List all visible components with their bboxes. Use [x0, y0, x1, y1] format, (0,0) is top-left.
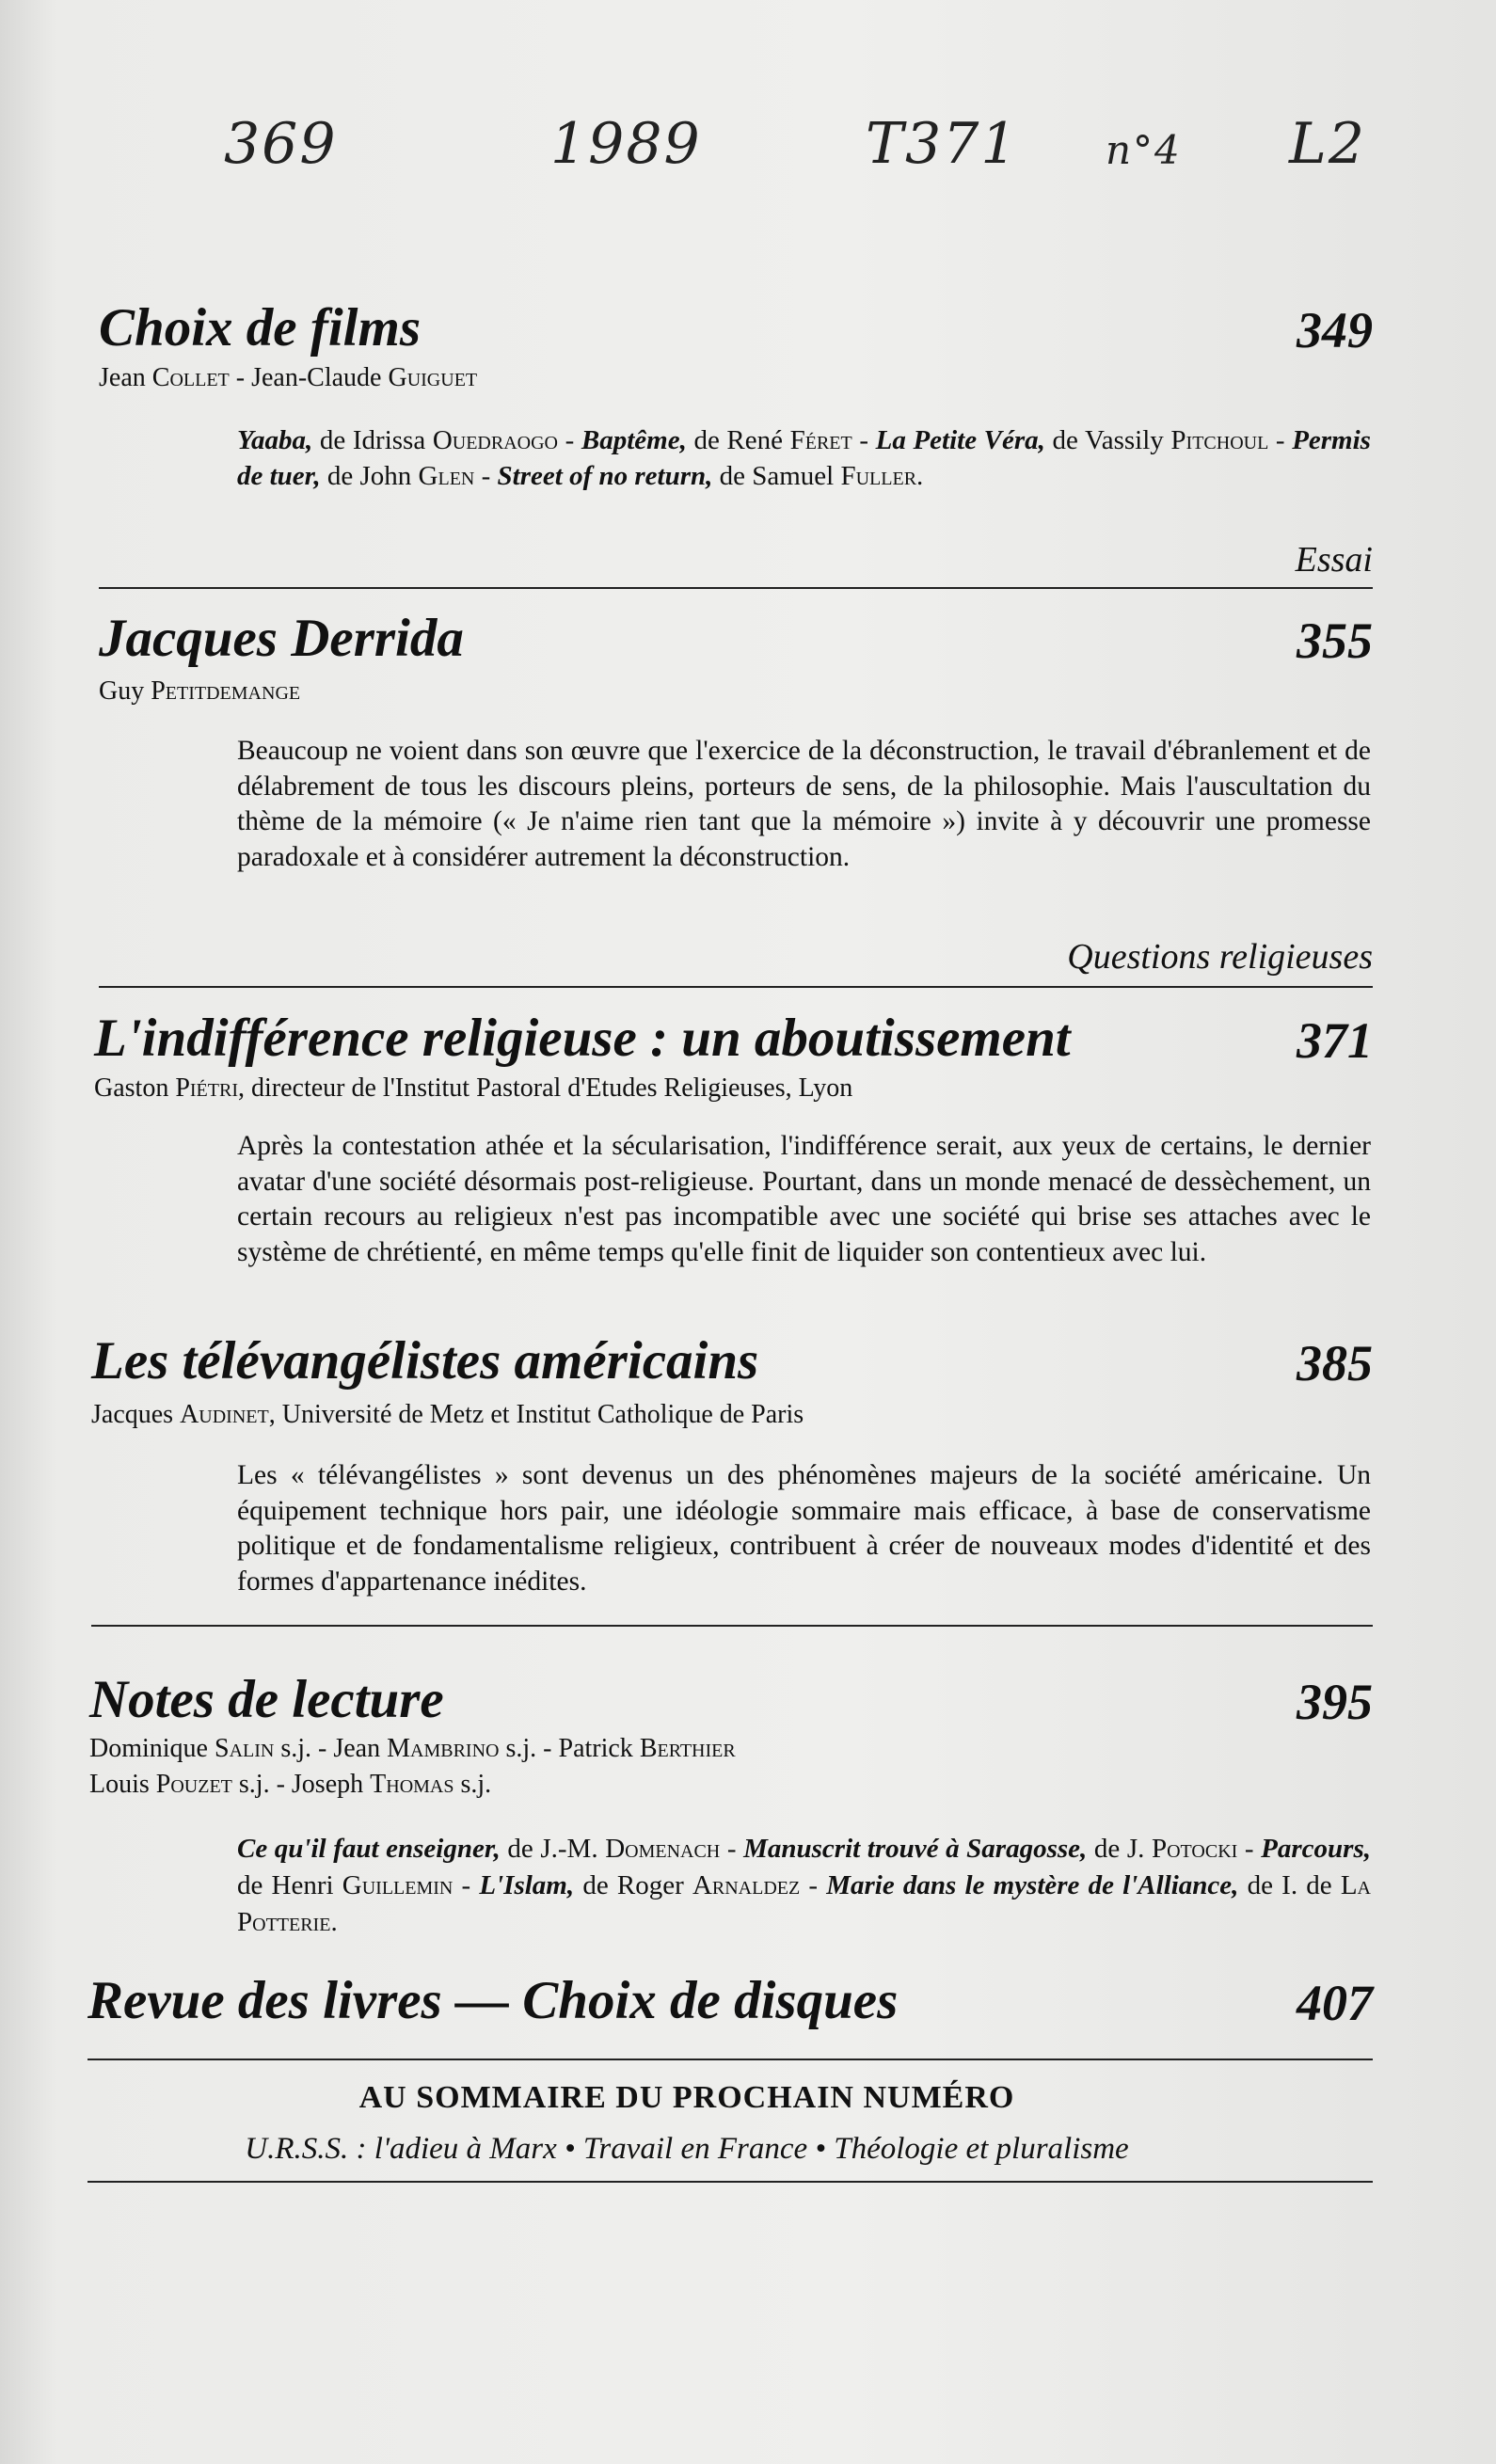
entry-page-notes: 395	[1297, 1674, 1373, 1730]
entry-page-revue: 407	[1297, 1975, 1373, 2031]
entry-description-indifference: Après la contestation athée et la sécularisation, l'indifférence serait, aux yeux de certains, le dernier avatar d'une société désormais post-religieuse. Pourtant, dans un monde menacé de dessèchement, un certain recours au religieux n'est pas incompatible avec une société qui brise ses attaches avec le système de chrétienté, en même temps qu'elle finit de liquider son contentieux avec lui.	[237, 1131, 1371, 1267]
entry-authors-choix-films: Jean Collet - Jean-Claude Guiguet	[99, 363, 478, 392]
entry-title-choix-films: Choix de films	[99, 298, 422, 358]
entry-title-indifference: L'indifférence religieuse : un aboutissement	[94, 1009, 1071, 1068]
entry-title-revue: Revue des livres — Choix de disques	[88, 1971, 899, 2030]
entry-description-derrida: Beaucoup ne voient dans son œuvre que l'exercice de la déconstruction, le travail d'ébranlement et de délabrement de tous les discours pleins, porteurs de sens, de la philosophie. Mais l'auscultation du thème de la mémoire (« Je n'aime rien tant que la mémoire ») invite à y découvrir une promesse paradoxale et à considérer autrement la déconstruction.	[237, 736, 1371, 872]
handwritten-issue: n°4	[1106, 127, 1182, 173]
entry-author-derrida: Guy Petitdemange	[99, 676, 301, 706]
film-list: Yaaba, de Idrissa Ouedraogo - Baptême, de René Féret - La Petite Véra, de Vassily Pitchoul - Permis de tuer, de John Glen - Street of no return, de Samuel Fuller.	[237, 425, 1371, 491]
entry-author-televangelistes: Jacques Audinet, Université de Metz et Institut Catholique de Paris	[91, 1400, 804, 1429]
entry-author-indifference: Gaston Piétri, directeur de l'Institut Pastoral d'Etudes Religieuses, Lyon	[94, 1073, 853, 1103]
entry-page-choix-films: 349	[1297, 302, 1373, 358]
handwritten-year: 1989	[550, 111, 702, 177]
entry-title-notes: Notes de lecture	[89, 1670, 444, 1729]
entry-page-indifference: 371	[1297, 1012, 1373, 1069]
next-issue-items: U.R.S.S. : l'adieu à Marx • Travail en France • Théologie et pluralisme	[245, 2132, 1129, 2166]
section-label-questions: Questions religieuses	[1067, 937, 1373, 977]
section-rule	[88, 2181, 1373, 2183]
section-label-essai: Essai	[1295, 540, 1373, 580]
entry-authors-notes-line1: Dominique Salin s.j. - Jean Mambrino s.j. - Patrick Berthier	[89, 1734, 736, 1763]
section-rule	[99, 587, 1373, 589]
handwritten-code: L2	[1289, 111, 1367, 177]
section-rule	[88, 2059, 1373, 2060]
entry-page-televangelistes: 385	[1297, 1335, 1373, 1391]
entry-title-derrida: Jacques Derrida	[99, 609, 464, 668]
section-rule	[91, 1625, 1373, 1627]
section-rule	[99, 986, 1373, 988]
entry-description-televangelistes: Les « télévangélistes » sont devenus un des phénomènes majeurs de la société américaine. Un équipement technique hors pair, une idéologie sommaire mais efficace, à base de conservatisme politique et de fondamentalisme religieux, contribuent à créer de nouveaux modes d'identité et des formes d'appartenance inédites.	[237, 1460, 1371, 1597]
entry-page-derrida: 355	[1297, 612, 1373, 669]
entry-authors-notes-line2: Louis Pouzet s.j. - Joseph Thomas s.j.	[89, 1770, 492, 1799]
entry-title-televangelistes: Les télévangélistes américains	[91, 1331, 759, 1391]
handwritten-number: 369	[224, 111, 338, 177]
handwritten-shelfmark: T371	[866, 111, 1019, 177]
book-list: Ce qu'il faut enseigner, de J.-M. Domenach - Manuscrit trouvé à Saragosse, de J. Potocki - Parcours, de Henri Guillemin - L'Islam, de Roger Arnaldez - Marie dans le mystère de l'Alliance, de I. de La Potterie.	[237, 1834, 1372, 1937]
next-issue-heading: AU SOMMAIRE DU PROCHAIN NUMÉRO	[358, 2080, 1015, 2115]
